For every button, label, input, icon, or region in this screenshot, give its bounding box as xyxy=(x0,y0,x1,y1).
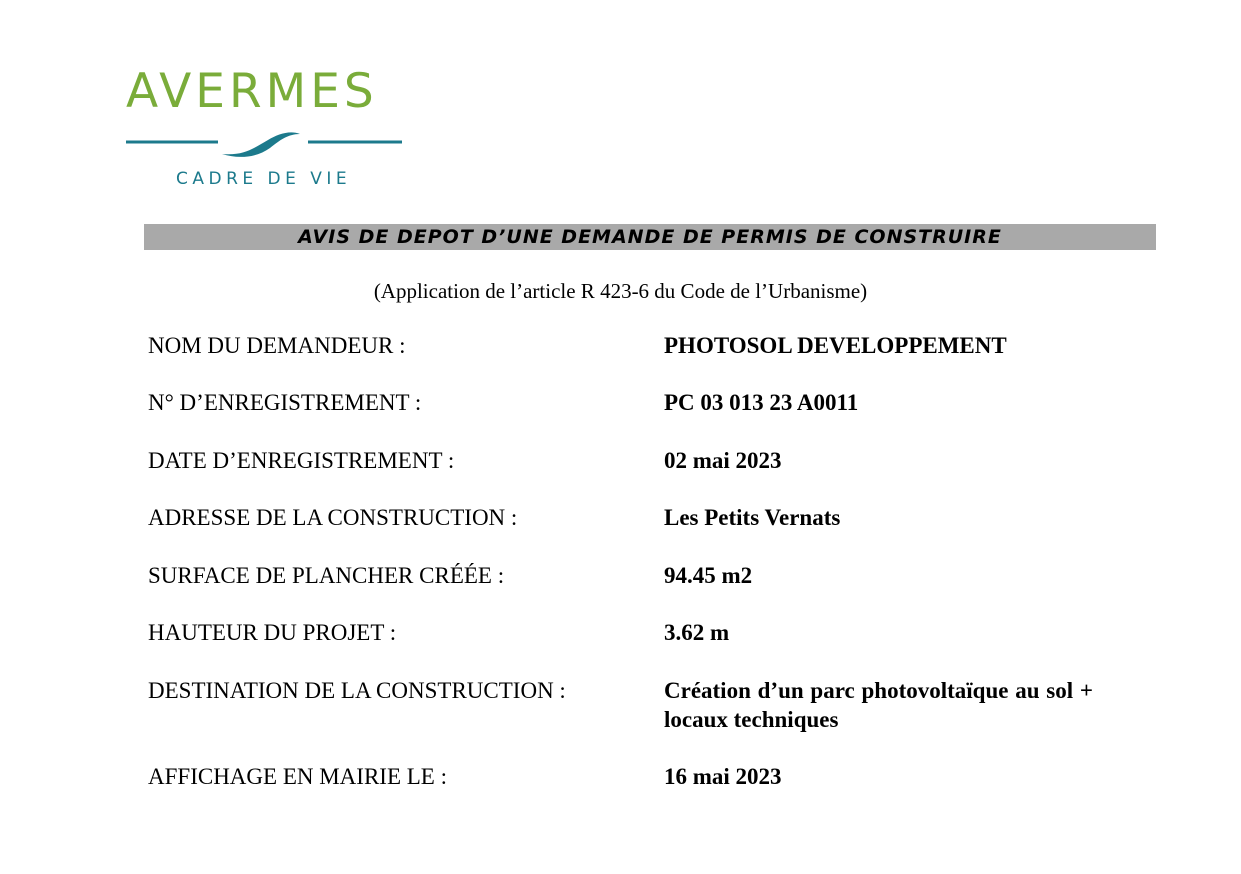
wave-icon xyxy=(126,126,402,166)
field-label: NOM DU DEMANDEUR : xyxy=(148,333,406,358)
field-value: 3.62 m xyxy=(664,620,730,645)
field-value: Les Petits Vernats xyxy=(664,505,841,530)
notice-title: AVIS DE DEPOT D’UNE DEMANDE DE PERMIS DE CONSTRUIRE xyxy=(298,226,1002,248)
field-value: Création d’un parc photovoltaïque au sol + locaux techniques xyxy=(664,678,1093,732)
field-label: SURFACE DE PLANCHER CRÉÉE : xyxy=(148,563,505,588)
field-value: 16 mai 2023 xyxy=(664,764,782,789)
field-value: PHOTOSOL DEVELOPPEMENT xyxy=(664,333,1007,358)
notice-subtitle: (Application de l’article R 423-6 du Code de l’Urbanisme) xyxy=(373,279,868,303)
logo-tagline: CADRE DE VIE xyxy=(176,169,352,189)
notice-title-bar xyxy=(144,224,1156,250)
field-label: N° D’ENREGISTREMENT : xyxy=(148,390,422,415)
field-label: DESTINATION DE LA CONSTRUCTION : xyxy=(148,678,566,703)
logo-wordmark: AVERMES xyxy=(126,64,378,119)
field-label: DATE D’ENREGISTREMENT : xyxy=(148,448,455,473)
field-label: ADRESSE DE LA CONSTRUCTION : xyxy=(148,505,518,530)
avermes-logo xyxy=(126,66,402,190)
field-value: 94.45 m2 xyxy=(664,563,753,588)
field-value: PC 03 013 23 A0011 xyxy=(664,390,859,415)
field-label: AFFICHAGE EN MAIRIE LE : xyxy=(148,764,447,789)
field-label: HAUTEUR DU PROJET : xyxy=(148,620,397,645)
field-value: 02 mai 2023 xyxy=(664,448,782,473)
